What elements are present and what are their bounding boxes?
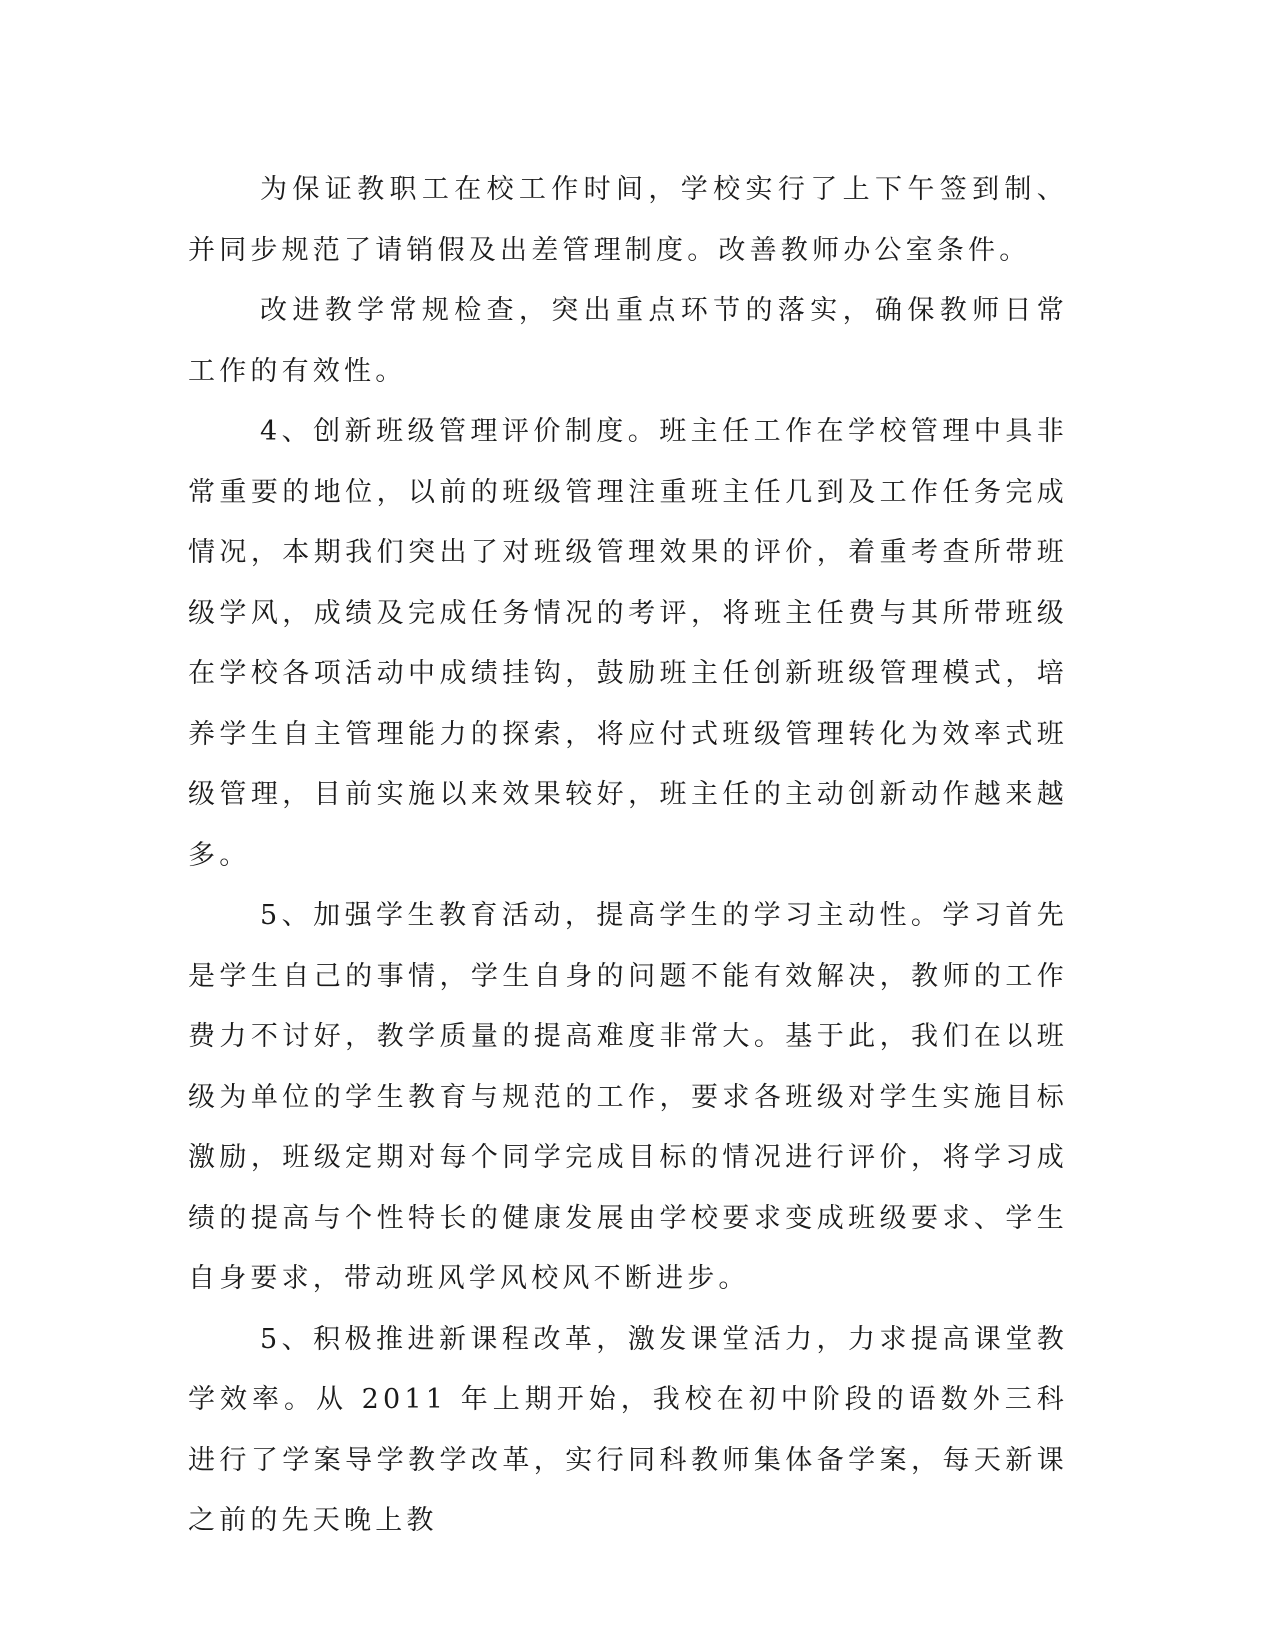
paragraph-attendance: 为保证教职工在校工作时间，学校实行了上下午签到制、并同步规范了请销假及出差管理制度。改善教师办公室条件。 [188,174,1068,266]
paragraph-curriculum-reform: 5、积极推进新课程改革，激发课堂活力，力求提高课堂教学效率。从 2011 年上期开始，我校在初中阶段的语数外三科进行了学案导学教学改革，实行同科教师集体备学案，每天新课之前的先天晚上教 [188,1323,1068,1536]
paragraph-student-education: 5、加强学生教育活动，提高学生的学习主动性。学习首先是学生自己的事情，学生自身的问题不能有效解决，教师的工作费力不讨好，教学质量的提高难度非常大。基于此，我们在以班级为单位的学生教育与规范的工作，要求各班级对学生实施目标激励，班级定期对每个同学完成目标的情况进行评价，将学习成绩的提高与个性特长的健康发展由学校要求变成班级要求、学生自身要求，带动班风学风校风不断进步。 [188,900,1068,1294]
document-body [188,160,1068,1552]
paragraph-class-management: 4、创新班级管理评价制度。班主任工作在学校管理中具非常重要的地位，以前的班级管理注重班主任几到及工作任务完成情况，本期我们突出了对班级管理效果的评价，着重考查所带班级学风，成绩及完成任务情况的考评，将班主任费与其所带班级在学校各项活动中成绩挂钩，鼓励班主任创新班级管理模式，培养学生自主管理能力的探索，将应付式班级管理转化为效率式班级管理，目前实施以来效果较好，班主任的主动创新动作越来越多。 [188,416,1068,871]
paragraph-routine-check: 改进教学常规检查，突出重点环节的落实，确保教师日常工作的有效性。 [188,295,1068,387]
